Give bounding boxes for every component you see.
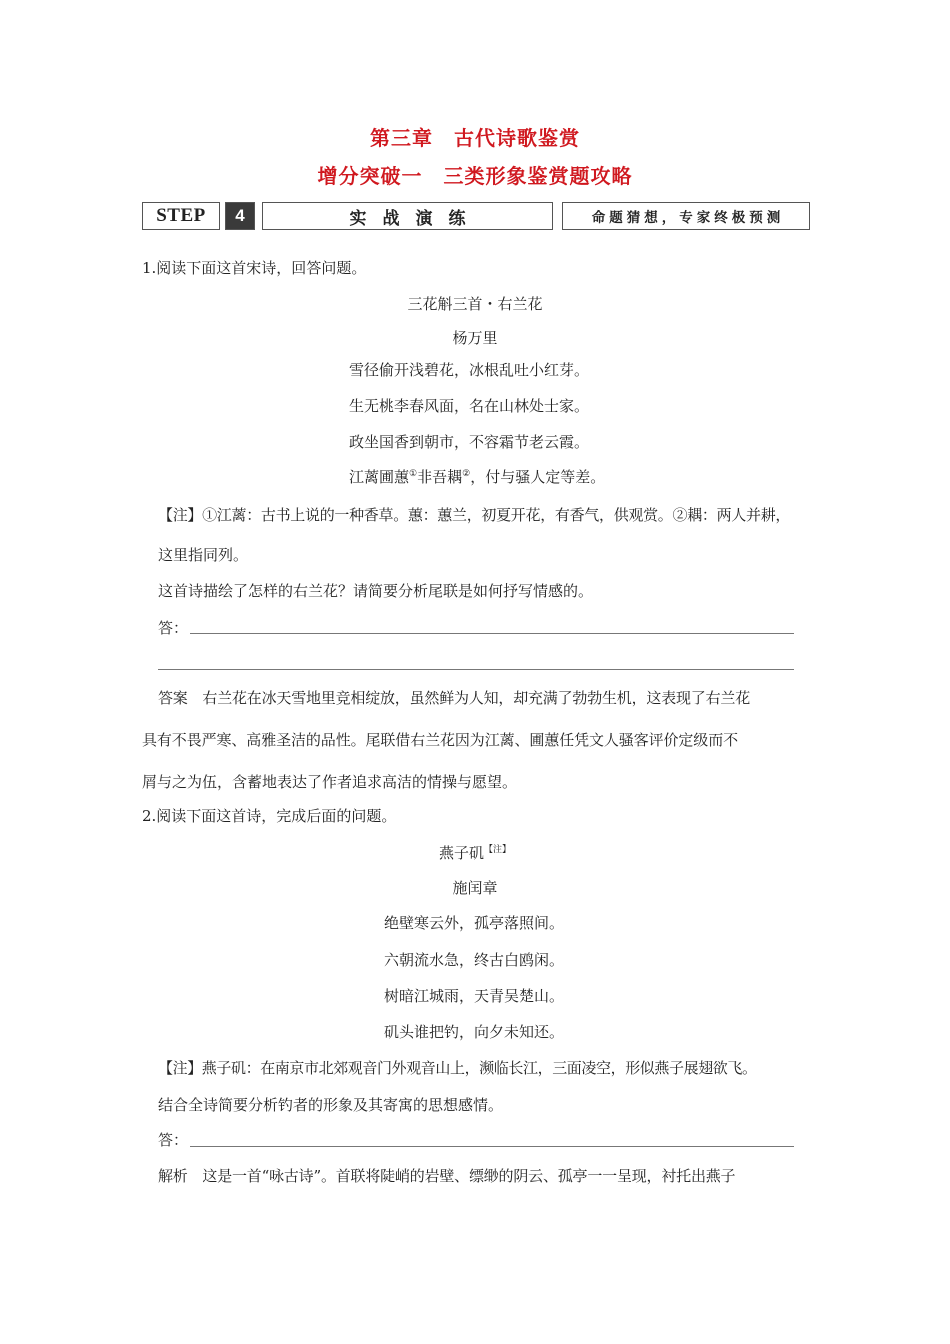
q2-verse: 树暗江城雨，天青吴楚山。 (384, 987, 565, 1005)
q1-verse-part: ，付与骚人定等差。 (470, 468, 606, 486)
q2-poem-title (0, 843, 950, 863)
step-banner (142, 202, 810, 232)
banner-tagline: 命题猜想，专家终极预测 (562, 202, 810, 230)
q2-prompt: 2.阅读下面这首诗，完成后面的问题。 (142, 807, 397, 825)
q1-poem-title: 三花斛三首・右兰花 (407, 295, 543, 313)
q1-verse-part: 非吾耦 (417, 468, 463, 486)
q2-poem-author: 施闰章 (452, 879, 498, 897)
q1-answer: 屑与之为伍，含蓄地表达了作者追求高洁的情操与愿望。 (142, 773, 518, 791)
q2-answer-line (190, 1146, 794, 1147)
q1-verse: 政坐国香到朝市，不容霜节老云霞。 (349, 433, 590, 451)
q2-analysis: 解析 这是一首“咏古诗”。首联将陡峭的岩壁、缥缈的阴云、孤亭一一呈现，衬托出燕子 (158, 1167, 736, 1185)
practice-label: 实战演练 (262, 202, 553, 230)
q1-verse: 生无桃李春风面，名在山林处士家。 (349, 397, 590, 415)
step-label: STEP (142, 202, 220, 230)
note-mark-2: ② (462, 469, 471, 479)
q1-question: 这首诗描绘了怎样的右兰花？请简要分析尾联是如何抒写情感的。 (158, 582, 594, 600)
q1-poem-author: 杨万里 (452, 329, 498, 347)
q2-note: 【注】燕子矶：在南京市北郊观音门外观音山上，濒临长江，三面凌空，形似燕子展翅欲飞。 (158, 1059, 757, 1077)
chapter-title: 第三章 古代诗歌鉴赏 (370, 126, 580, 150)
q2-question: 结合全诗简要分析钓者的形象及其寄寓的思想感情。 (158, 1096, 504, 1114)
q1-verse-part: 江蓠圃蕙 (349, 468, 410, 486)
q2-poem-title-note: 【注】 (484, 845, 512, 855)
q1-note-continued: 这里指同列。 (158, 546, 249, 564)
section-title: 增分突破一 三类形象鉴赏题攻略 (317, 164, 633, 188)
q1-answer: 具有不畏严寒、高雅圣洁的品性。尾联借右兰花因为江蓠、圃蕙任凭文人骚客评价定级而不 (142, 731, 739, 749)
q1-answer-line (190, 633, 794, 634)
q2-answer-label: 答： (158, 1131, 189, 1149)
q2-verse: 矶头谁把钓，向夕未知还。 (384, 1023, 565, 1041)
q1-verse: 雪径偷开浅碧花，冰根乱吐小红芽。 (349, 361, 590, 379)
q2-poem-title-text: 燕子矶 (438, 844, 484, 862)
q1-verse (349, 467, 605, 487)
step-number: 4 (225, 202, 255, 230)
q2-verse: 六朝流水急，终古白鸥闲。 (384, 951, 565, 969)
q1-prompt: 1.阅读下面这首宋诗，回答问题。 (142, 259, 367, 277)
q1-answer-line (158, 669, 794, 670)
q1-note: 【注】①江蓠：古书上说的一种香草。蕙：蕙兰，初夏开花，有香气，供观赏。②耦：两人并耕， (158, 506, 791, 524)
q2-verse: 绝壁寒云外，孤亭落照间。 (384, 914, 565, 932)
q1-answer-label: 答： (158, 619, 189, 637)
q1-answer: 答案 右兰花在冰天雪地里竞相绽放，虽然鲜为人知，却充满了勃勃生机，这表现了右兰花 (158, 689, 751, 707)
note-mark-1: ① (409, 469, 418, 479)
